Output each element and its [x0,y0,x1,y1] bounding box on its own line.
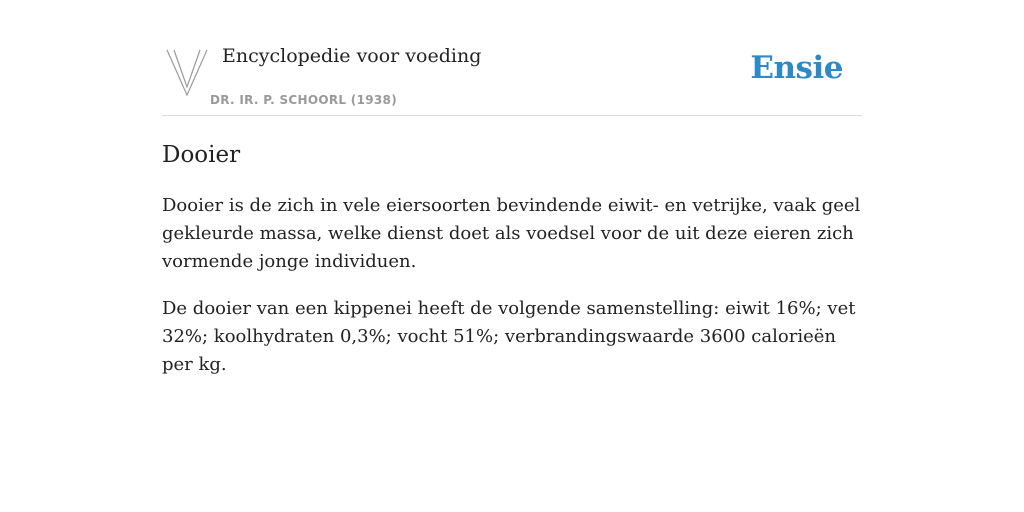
article-paragraph: De dooier van een kippenei heeft de volgende samenstelling: eiwit 16%; vet 32%; koolhydraten 0,3%; vocht 51%; verbrandingswaarde 3600 calorieën per kg. [162,298,856,375]
article [162,140,862,398]
v-logo-icon [166,49,208,97]
article-paragraph: Dooier is de zich in vele eiersoorten bevindende eiwit- en vetrijke, vaak geel gekleurde massa, welke dienst doet als voedsel voor de uit deze eieren zich vormende jonge individuen. [162,195,861,272]
book-title[interactable]: Encyclopedie voor voeding [222,45,482,67]
book-author: DR. IR. P. SCHOORL (1938) [210,93,397,107]
brand-link[interactable]: Ensie [750,50,843,86]
article-title: Dooier [162,142,241,168]
header [162,40,862,116]
